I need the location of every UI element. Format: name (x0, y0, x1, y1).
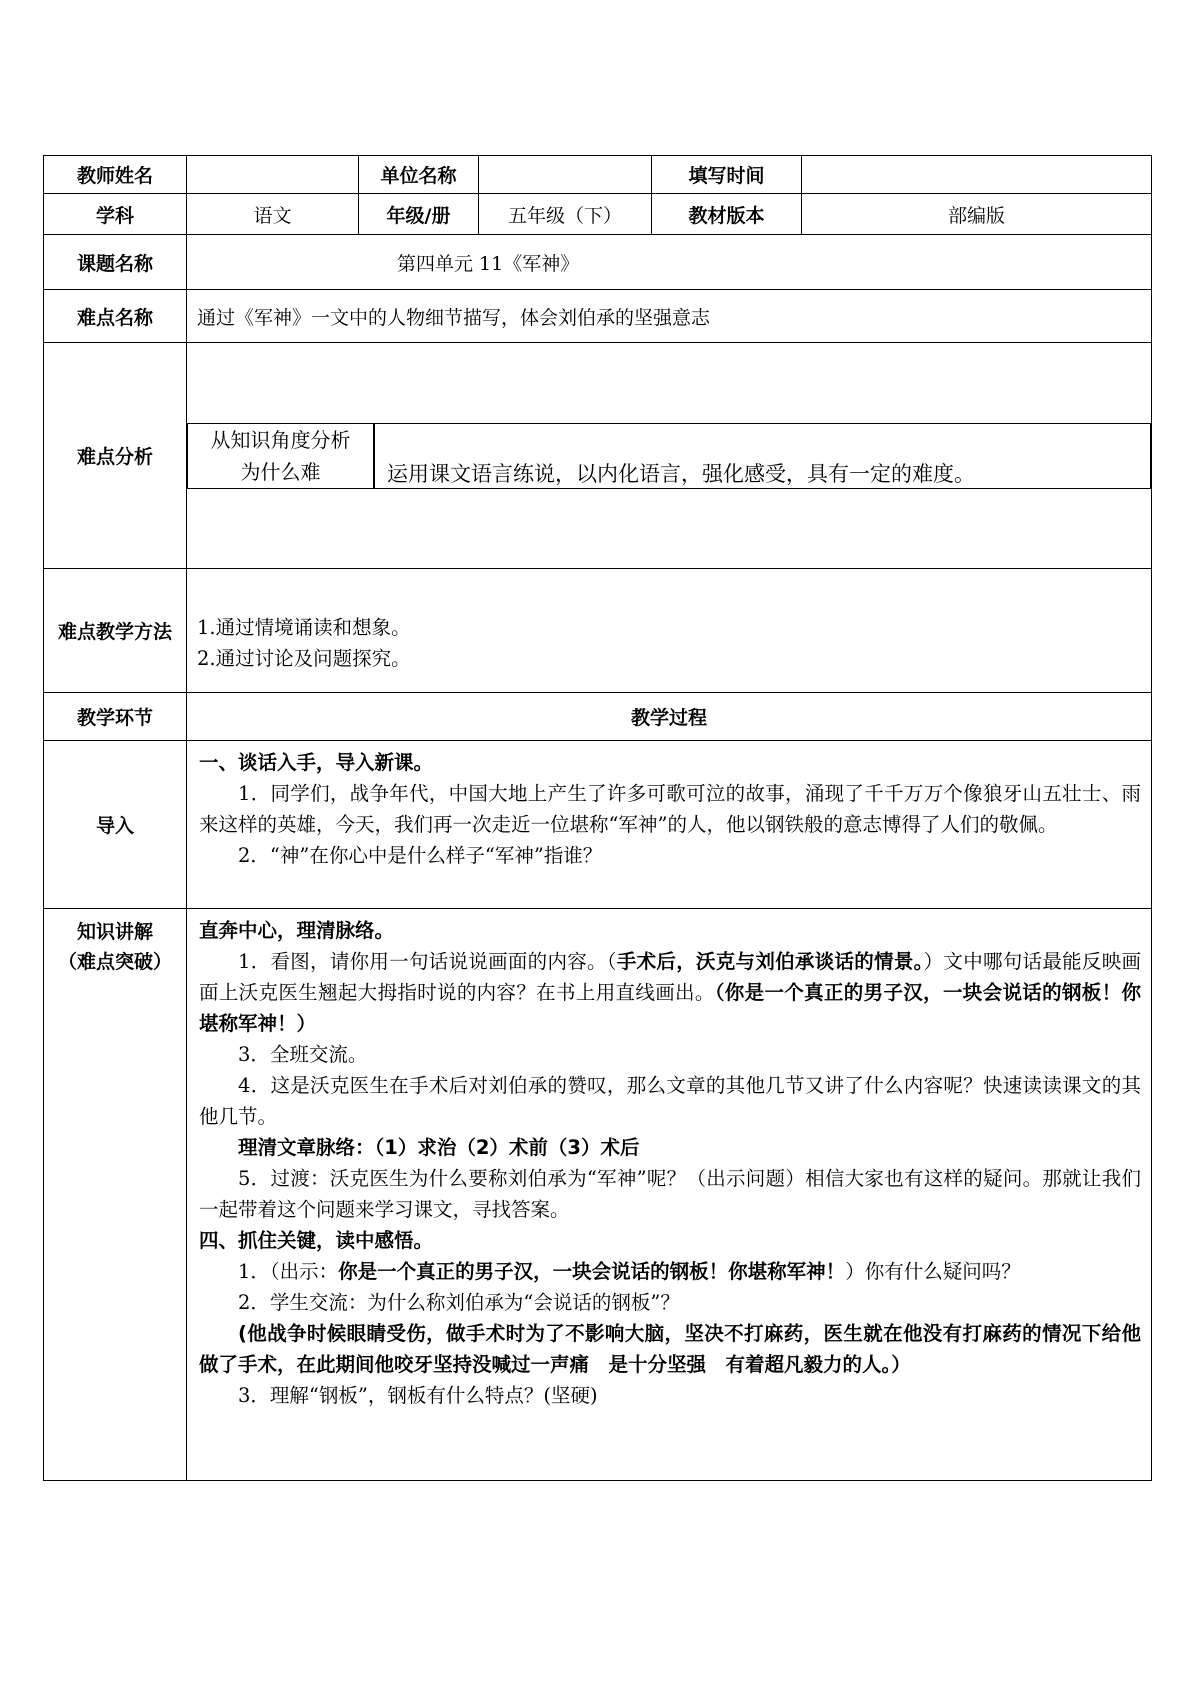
difficulty-value: 通过《军神》一文中的人物细节描写，体会刘伯承的坚强意志 (187, 290, 1152, 343)
knowledge-heading-2: 四、抓住关键，读中感悟。 (199, 1229, 434, 1252)
knowledge-label (44, 909, 187, 1481)
intro-paragraph-1: 1．同学们，战争年代，中国大地上产生了许多可歌可泣的故事，涌现了千千万万个像狼牙山五壮士、雨来这样的英雄，今天，我们再一次走近一位堪称“军神”的人，他以钢铁般的意志博得了人们的敬佩。 (199, 782, 1141, 836)
method-item-1: 1.通过情境诵读和想象。 (197, 615, 411, 639)
kp1-part-d: （你是一个真正的男子汉，一块会说话的钢板！你堪称军神！） (199, 981, 1141, 1035)
analysis-subtable (187, 423, 1151, 489)
analysis-label: 难点分析 (44, 343, 187, 569)
knowledge-question-1 (199, 1256, 1141, 1287)
method-value (187, 569, 1152, 693)
unit-name-label: 单位名称 (359, 156, 479, 194)
edition-value: 部编版 (802, 194, 1152, 235)
subject-value: 语文 (187, 194, 359, 235)
knowledge-content (187, 909, 1152, 1481)
knowledge-label-line1: 知识讲解 (76, 921, 153, 943)
grade-value: 五年级（下） (479, 194, 652, 235)
knowledge-answer-2: (他战争时候眼睛受伤，做手术时为了不影响大脑，坚决不打麻药，医生就在他没有打麻药的情况下给他做了手术，在此期间他咬牙坚持没喊过一声痛 是十分坚强 有着超凡毅力的人。） (199, 1322, 1141, 1376)
analysis-sub-label-line1: 从知识角度分析 (210, 427, 351, 452)
analysis-cell (187, 343, 1152, 569)
analysis-sub-label (188, 423, 375, 488)
topic-text: 第四单元 11《军神》 (397, 252, 580, 275)
topic-label: 课题名称 (44, 235, 187, 290)
row-method (44, 569, 1152, 693)
stage-header-label: 教学环节 (44, 693, 187, 741)
analysis-value: 运用课文语言练说，以内化语言，强化感受，具有一定的难度。 (374, 423, 1151, 488)
fill-time-label: 填写时间 (652, 156, 802, 194)
method-item-2: 2.通过讨论及问题探究。 (197, 646, 411, 670)
analysis-sub-label-line2: 为什么难 (240, 459, 321, 484)
knowledge-paragraph-5: 5．过渡：沃克医生为什么要称刘伯承为“军神”呢？（出示问题）相信大家也有这样的疑问。那就让我们一起带着这个问题来学习课文，寻找答案。 (199, 1167, 1141, 1221)
topic-value (187, 235, 1152, 290)
knowledge-question-3: 3．理解“钢板”，钢板有什么特点？(坚硬) (238, 1384, 598, 1407)
knowledge-structure: 理清文章脉络：（1）求治（2）术前（3）术后 (238, 1136, 640, 1159)
knowledge-paragraph-3: 3．全班交流。 (238, 1043, 368, 1066)
kq1-part-c: ）你有什么疑问吗？ (845, 1260, 1021, 1283)
fill-time-field (802, 156, 1152, 194)
kq1-part-a: 1．（出示： (238, 1260, 339, 1283)
lesson-plan-table (43, 155, 1152, 1481)
row-process-header (44, 693, 1152, 741)
grade-label: 年级/册 (359, 194, 479, 235)
kp1-part-b: 手术后，沃克与刘伯承谈话的情景。 (616, 950, 924, 973)
row-subject-info (44, 194, 1152, 235)
method-label: 难点教学方法 (44, 569, 187, 693)
row-topic (44, 235, 1152, 290)
row-teacher-info (44, 156, 1152, 194)
kp1-part-a: 1．看图，请你用一句话说说画面的内容。（ (238, 950, 617, 973)
edition-label: 教材版本 (652, 194, 802, 235)
knowledge-label-line2: （难点突破） (57, 951, 172, 973)
unit-name-field (479, 156, 652, 194)
intro-label: 导入 (44, 741, 187, 909)
intro-paragraph-2: 2．“神”在你心中是什么样子“军神”指谁？ (238, 844, 603, 867)
process-header-label: 教学过程 (187, 693, 1152, 741)
subject-label: 学科 (44, 194, 187, 235)
intro-heading: 一、谈话入手，导入新课。 (199, 751, 434, 774)
teacher-name-label: 教师姓名 (44, 156, 187, 194)
difficulty-label: 难点名称 (44, 290, 187, 343)
knowledge-paragraph-4: 4．这是沃克医生在手术后对刘伯承的赞叹，那么文章的其他几节又讲了什么内容呢？快速读读课文的其他几节。 (199, 1074, 1141, 1128)
row-difficulty (44, 290, 1152, 343)
row-intro (44, 741, 1152, 909)
row-knowledge (44, 909, 1152, 1481)
knowledge-heading-1: 直奔中心，理清脉络。 (199, 919, 395, 942)
kp1-part-c: ）文中哪句话最能反映画面上沃克医生翘起大拇指时说的内容？在书上用直线画出。 (199, 950, 1141, 1004)
knowledge-paragraph-1 (199, 946, 1141, 1039)
teacher-name-field (187, 156, 359, 194)
kq1-part-b: 你是一个真正的男子汉，一块会说话的钢板！你堪称军神！ (338, 1260, 846, 1283)
row-analysis (44, 343, 1152, 569)
knowledge-question-2: 2．学生交流：为什么称刘伯承为“会说话的钢板”？ (238, 1291, 680, 1314)
intro-content (187, 741, 1152, 909)
